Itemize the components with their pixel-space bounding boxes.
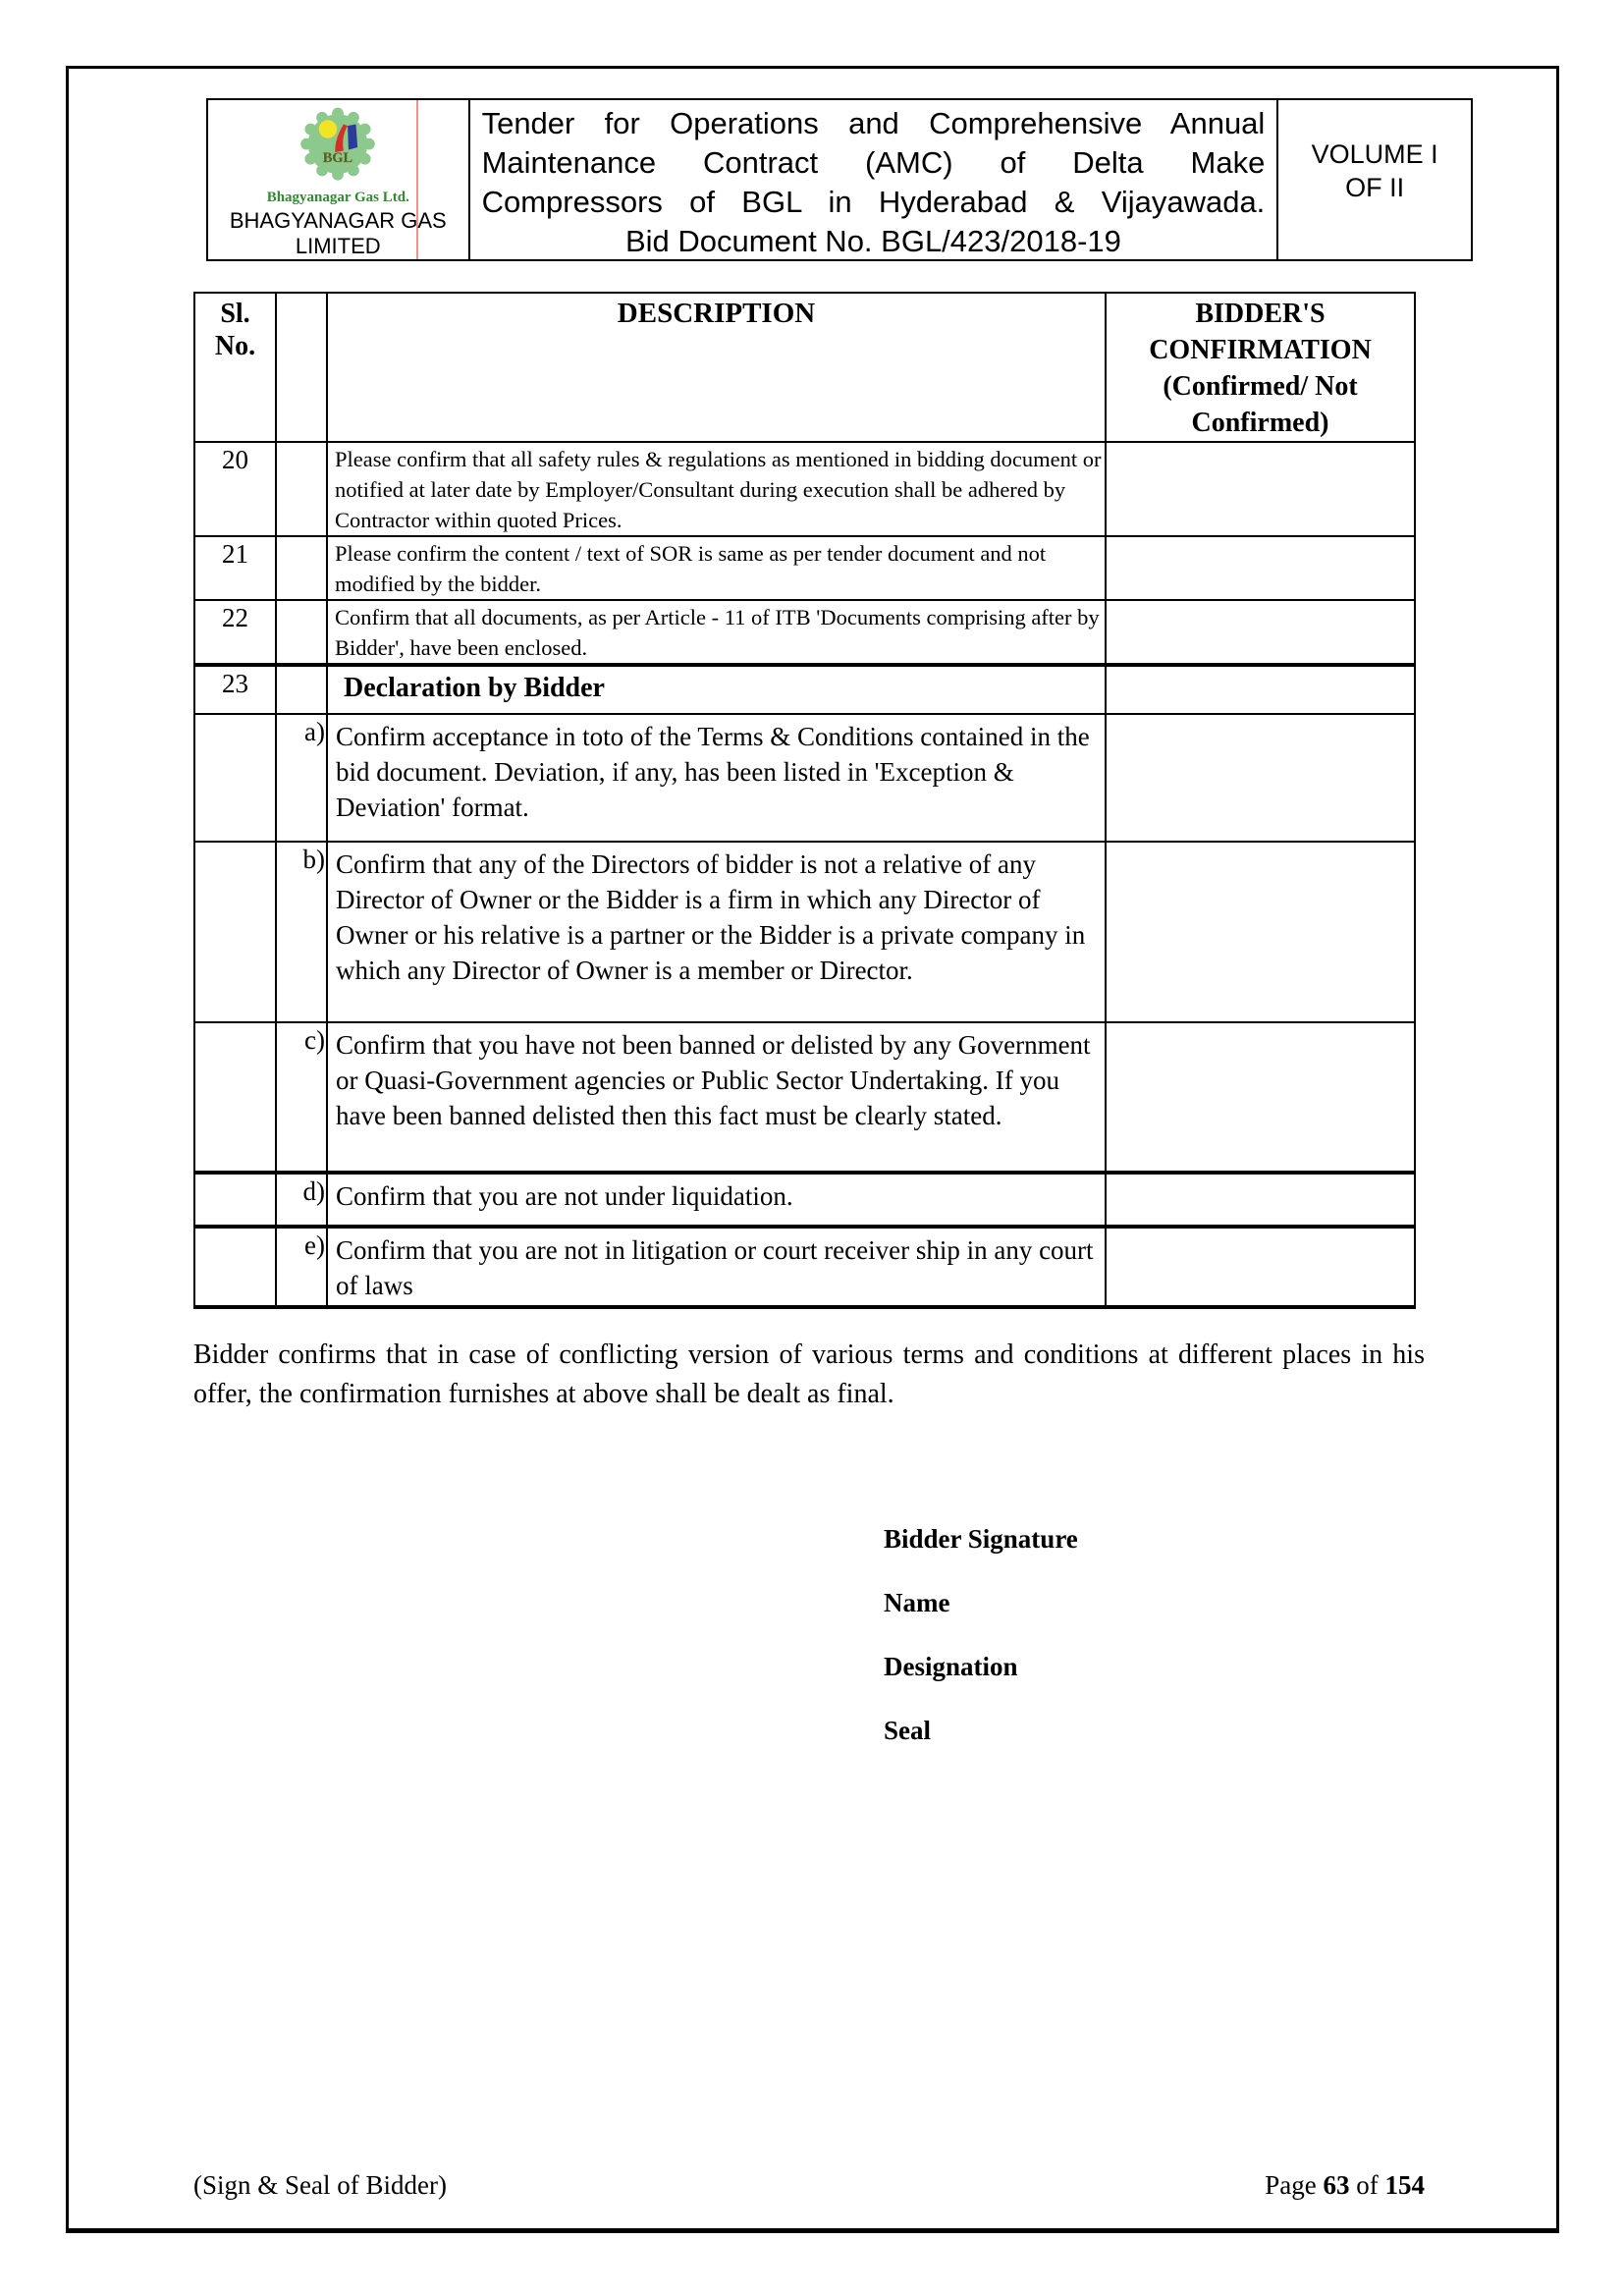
table-header-row <box>194 293 1415 442</box>
row-confirmation-cell <box>1106 1173 1415 1227</box>
of-word: of <box>1356 2170 1379 2200</box>
logo-caption: Bhagyanagar Gas Ltd. <box>266 190 409 205</box>
row-number: 20 <box>194 442 276 536</box>
tender-title-line1: Tender for Operations and Comprehensive Annual <box>481 106 1266 140</box>
row-number <box>194 842 276 1022</box>
volume-line2: OF II <box>1345 173 1405 202</box>
row-confirmation-cell <box>1106 536 1415 600</box>
row-description: Please confirm that all safety rules & regulations as mentioned in bidding document or notified at later date by Employer/Consultant during execution shall be adhered by Contractor within quoted Prices. <box>327 442 1106 536</box>
row-confirmation-cell <box>1106 442 1415 536</box>
row-letter <box>276 600 327 665</box>
row-description: Declaration by Bidder <box>327 665 1106 714</box>
row-confirmation-cell <box>1106 842 1415 1022</box>
signature-label-designation: Designation <box>884 1652 1018 1681</box>
row-number: 22 <box>194 600 276 665</box>
header-sl-no: Sl. No. <box>194 293 276 442</box>
row-number: 21 <box>194 536 276 600</box>
row-letter: a) <box>276 714 327 842</box>
row-description: Confirm that all documents, as per Article - 11 of ITB 'Documents comprising after by Bidder', have been enclosed. <box>327 600 1106 665</box>
table-row <box>194 1173 1415 1227</box>
volume-cell <box>1278 100 1471 259</box>
row-description: Confirm acceptance in toto of the Terms & Conditions contained in the bid document. Deviation, if any, has been listed in 'Exception & Deviation' format. <box>327 714 1106 842</box>
row-confirmation-cell <box>1106 665 1415 714</box>
company-name <box>230 208 447 259</box>
row-description: Confirm that you are not under liquidation. <box>327 1173 1106 1227</box>
header-description: DESCRIPTION <box>327 293 1106 442</box>
table-row <box>194 442 1415 536</box>
sun-icon <box>319 120 337 137</box>
row-letter: c) <box>276 1022 327 1173</box>
row-letter: e) <box>276 1227 327 1307</box>
footer-page-indicator <box>1265 2170 1425 2201</box>
row-number: 23 <box>194 665 276 714</box>
row-number <box>194 1227 276 1307</box>
page-word: Page <box>1265 2170 1317 2200</box>
logo-cell <box>208 100 470 259</box>
bgl-logo-icon <box>297 106 379 189</box>
row-description: Confirm that any of the Directors of bidder is not a relative of any Director of Owner or the Bidder is a firm in which any Director of Owner or his relative is a partner or the Bidder is a private company in which any Director of Owner is a member or Director. <box>327 842 1106 1022</box>
row-number <box>194 1173 276 1227</box>
document-header <box>206 98 1473 261</box>
signature-label-seal: Seal <box>884 1716 932 1745</box>
row-number <box>194 1022 276 1173</box>
company-name-line2: LIMITED <box>295 234 381 258</box>
row-confirmation-cell <box>1106 1227 1415 1307</box>
bidder-confirmation-table <box>193 292 1416 1309</box>
company-name-line1: BHAGYANAGAR GAS <box>229 208 447 233</box>
volume-line1: VOLUME I <box>1311 139 1438 169</box>
row-letter <box>276 536 327 600</box>
header-confirmation: BIDDER'S CONFIRMATION (Confirmed/ Not Confirmed) <box>1106 293 1415 442</box>
row-letter: d) <box>276 1173 327 1227</box>
closing-paragraph: Bidder confirms that in case of conflicting version of various terms and conditions at different places in his offer, the confirmation furnishes at above shall be dealt as final. <box>193 1339 1425 1409</box>
table-row <box>194 1227 1415 1307</box>
row-confirmation-cell <box>1106 1022 1415 1173</box>
table-row <box>194 536 1415 600</box>
row-description: Confirm that you have not been banned or delisted by any Government or Quasi-Government agencies or Public Sector Undertaking. If you have been banned delisted then this fact must be clearly stated. <box>327 1022 1106 1173</box>
page-total: 154 <box>1384 2170 1425 2200</box>
row-description: Please confirm the content / text of SOR is same as per tender document and not modified by the bidder. <box>327 536 1106 600</box>
logo-badge-text: BGL <box>323 150 353 167</box>
row-number <box>194 714 276 842</box>
row-confirmation-cell <box>1106 600 1415 665</box>
table-row-declaration <box>194 665 1415 714</box>
bid-document-number: Bid Document No. BGL/423/2018-19 <box>624 224 1121 258</box>
signature-label-name: Name <box>884 1588 950 1617</box>
header-empty <box>276 293 327 442</box>
table-row <box>194 842 1415 1022</box>
row-letter <box>276 665 327 714</box>
tender-title-line2: Maintenance Contract (AMC) of Delta Make <box>481 145 1266 180</box>
page-number: 63 <box>1323 2170 1350 2200</box>
row-letter: b) <box>276 842 327 1022</box>
table-row <box>194 1022 1415 1173</box>
tender-title-cell <box>470 100 1279 259</box>
tender-title-line3: Compressors of BGL in Hyderabad & Vijayawada. <box>481 185 1266 219</box>
row-confirmation-cell <box>1106 714 1415 842</box>
signature-block <box>884 1522 1078 1777</box>
signature-label-bidder-signature: Bidder Signature <box>884 1524 1078 1554</box>
blue-sail-icon <box>348 124 357 149</box>
row-description: Confirm that you are not in litigation or court receiver ship in any court of laws <box>327 1227 1106 1307</box>
table-row <box>194 714 1415 842</box>
footer-sign-seal: (Sign & Seal of Bidder) <box>193 2170 447 2200</box>
row-letter <box>276 442 327 536</box>
table-row <box>194 600 1415 665</box>
